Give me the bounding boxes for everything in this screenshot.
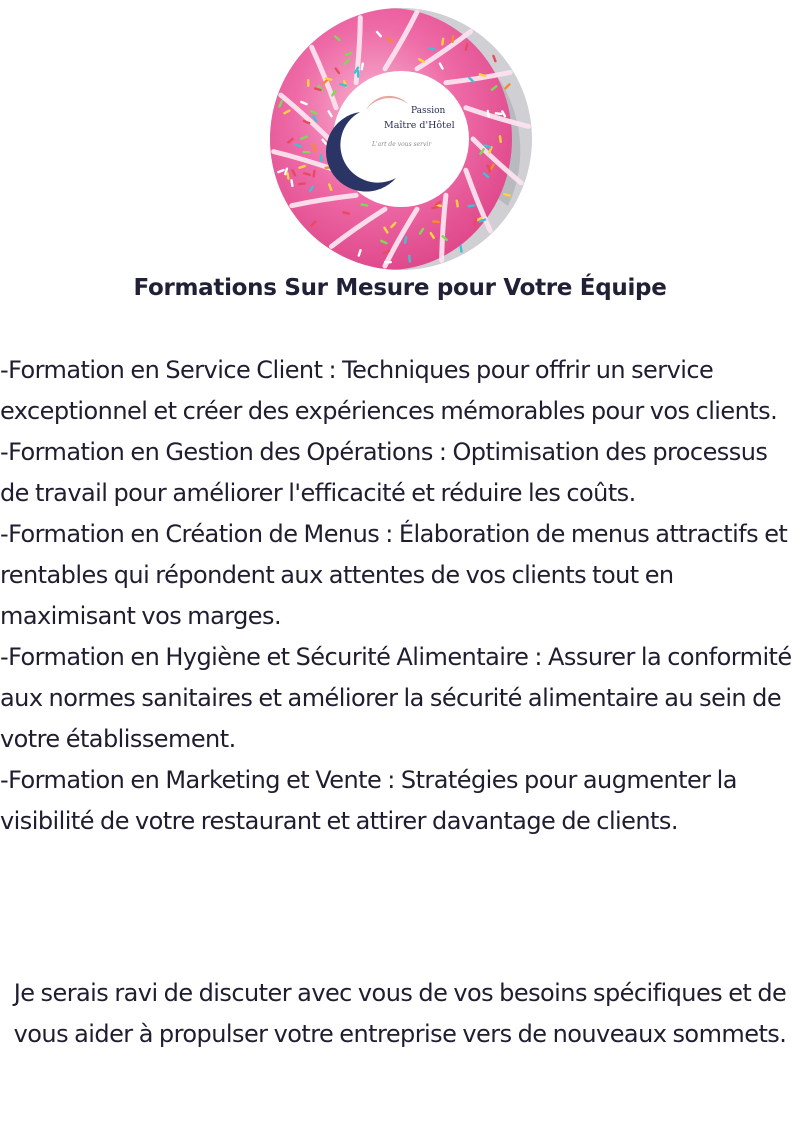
list-item: -Formation en Création de Menus : Élaboration de menus attractifs et rentables qui répondent aux attentes de vos clients tout en maximisant vos marges.	[0, 520, 788, 630]
donut-logo-icon	[268, 6, 534, 272]
list-item: -Formation en Service Client : Techniques pour offrir un service exceptionnel et créer des expériences mémorables pour vos clients.	[0, 356, 778, 425]
closing-paragraph: Je serais ravi de discuter avec vous de vos besoins spécifiques et de vous aider à propulser votre entreprise vers de nouveaux sommets.	[13, 979, 787, 1048]
brand-name-line1: Passion	[411, 106, 446, 116]
list-item: -Formation en Marketing et Vente : Stratégies pour augmenter la visibilité de votre restaurant et attirer davantage de clients.	[0, 766, 737, 835]
list-item: -Formation en Gestion des Opérations : Optimisation des processus de travail pour améliorer l'efficacité et réduire les coûts.	[0, 438, 768, 507]
donut-logo-graphic	[268, 6, 534, 272]
list-item: -Formation en Hygiène et Sécurité Alimentaire : Assurer la conformité aux normes sanitaires et améliorer la sécurité alimentaire au sein de votre établissement.	[0, 643, 792, 753]
page-title: Formations Sur Mesure pour Votre Équipe	[133, 275, 667, 301]
training-list	[0, 350, 800, 842]
brand-name-line2: Maître d'Hôtel	[384, 120, 455, 131]
brand-tagline: L'art de vous servir	[372, 141, 432, 148]
